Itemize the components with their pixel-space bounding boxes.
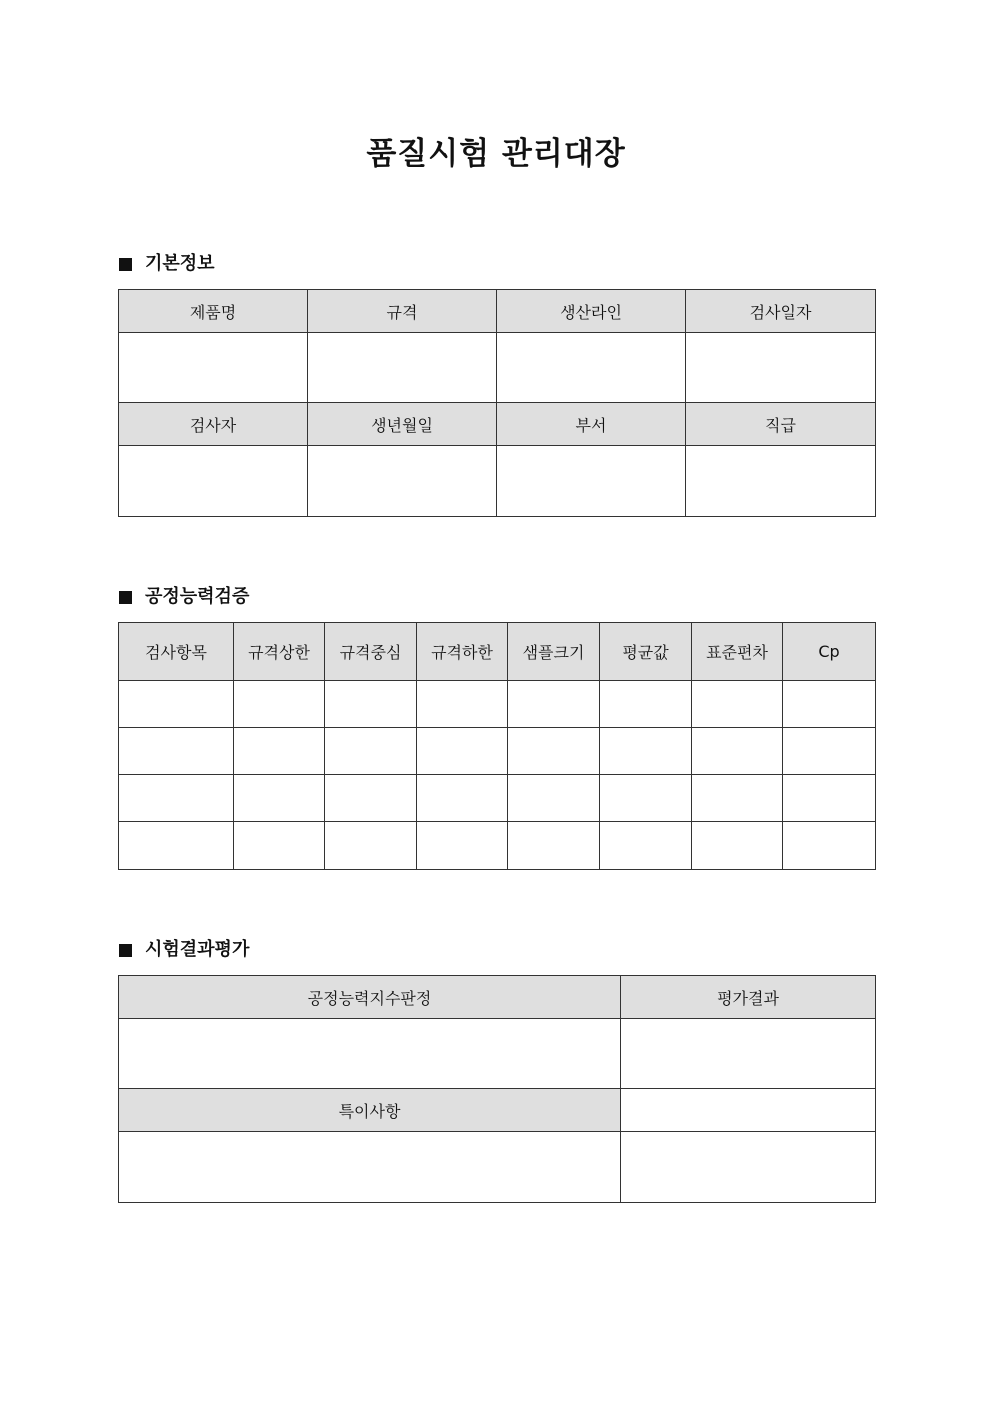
table-row	[119, 775, 876, 822]
header-cp: Cp	[783, 623, 876, 681]
table-cell[interactable]	[234, 728, 325, 775]
section-heading-basic	[119, 252, 215, 276]
table-cell[interactable]	[600, 775, 692, 822]
header-lsl: 규격하한	[417, 623, 508, 681]
table-cell[interactable]	[417, 681, 508, 728]
section-heading-process	[119, 585, 249, 609]
header-inspection-date: 검사일자	[686, 290, 876, 333]
table-cell[interactable]	[234, 775, 325, 822]
header-sample-size: 샘플크기	[508, 623, 600, 681]
section-heading-label: 기본정보	[145, 253, 215, 274]
cell-blank[interactable]	[621, 1089, 876, 1132]
header-inspector: 검사자	[119, 403, 308, 446]
cell-spec[interactable]	[308, 333, 497, 403]
header-usl: 규격상한	[234, 623, 325, 681]
table-cell[interactable]	[417, 822, 508, 870]
cell-inspector[interactable]	[119, 446, 308, 517]
section-heading-result	[119, 938, 249, 962]
header-spec-center: 규격중심	[325, 623, 417, 681]
square-bullet-icon	[119, 944, 132, 957]
table-cell[interactable]	[783, 822, 876, 870]
table-cell[interactable]	[692, 775, 783, 822]
cell-inspection-date[interactable]	[686, 333, 876, 403]
header-evaluation-result: 평가결과	[621, 976, 876, 1019]
table-cell[interactable]	[325, 775, 417, 822]
table-cell[interactable]	[600, 822, 692, 870]
table-cell[interactable]	[692, 681, 783, 728]
cell-blank-2[interactable]	[621, 1132, 876, 1203]
header-mean: 평균값	[600, 623, 692, 681]
cell-evaluation-result[interactable]	[621, 1019, 876, 1089]
table-cell[interactable]	[119, 681, 234, 728]
document-title: 품질시험 관리대장	[366, 136, 626, 172]
header-std-dev: 표준편차	[692, 623, 783, 681]
table-row	[119, 681, 876, 728]
section-heading-label: 공정능력검증	[145, 586, 250, 607]
cell-production-line[interactable]	[497, 333, 686, 403]
cell-department[interactable]	[497, 446, 686, 517]
table-cell[interactable]	[325, 728, 417, 775]
result-evaluation-table	[118, 975, 876, 1203]
process-capability-table	[118, 622, 876, 870]
header-spec: 규격	[308, 290, 497, 333]
table-row	[119, 728, 876, 775]
cell-birthdate[interactable]	[308, 446, 497, 517]
header-position: 직급	[686, 403, 876, 446]
table-cell[interactable]	[325, 822, 417, 870]
table-cell[interactable]	[600, 681, 692, 728]
table-cell[interactable]	[119, 728, 234, 775]
table-cell[interactable]	[417, 728, 508, 775]
header-remarks: 특이사항	[119, 1089, 621, 1132]
table-cell[interactable]	[783, 775, 876, 822]
table-cell[interactable]	[508, 681, 600, 728]
table-cell[interactable]	[783, 681, 876, 728]
table-cell[interactable]	[692, 822, 783, 870]
cell-product-name[interactable]	[119, 333, 308, 403]
header-inspection-item: 검사항목	[119, 623, 234, 681]
table-cell[interactable]	[417, 775, 508, 822]
header-production-line: 생산라인	[497, 290, 686, 333]
cell-capability-index-judgment[interactable]	[119, 1019, 621, 1089]
table-cell[interactable]	[119, 822, 234, 870]
table-cell[interactable]	[508, 728, 600, 775]
table-cell[interactable]	[783, 728, 876, 775]
table-cell[interactable]	[119, 775, 234, 822]
table-cell[interactable]	[325, 681, 417, 728]
table-cell[interactable]	[508, 822, 600, 870]
table-row	[119, 822, 876, 870]
square-bullet-icon	[119, 258, 132, 271]
square-bullet-icon	[119, 591, 132, 604]
header-product-name: 제품명	[119, 290, 308, 333]
table-cell[interactable]	[508, 775, 600, 822]
cell-remarks[interactable]	[119, 1132, 621, 1203]
section-heading-label: 시험결과평가	[145, 939, 250, 960]
table-cell[interactable]	[234, 822, 325, 870]
table-cell[interactable]	[234, 681, 325, 728]
basic-info-table	[118, 289, 876, 517]
table-cell[interactable]	[600, 728, 692, 775]
table-cell[interactable]	[692, 728, 783, 775]
header-capability-index-judgment: 공정능력지수판정	[119, 976, 621, 1019]
cell-position[interactable]	[686, 446, 876, 517]
header-birthdate: 생년월일	[308, 403, 497, 446]
header-department: 부서	[497, 403, 686, 446]
